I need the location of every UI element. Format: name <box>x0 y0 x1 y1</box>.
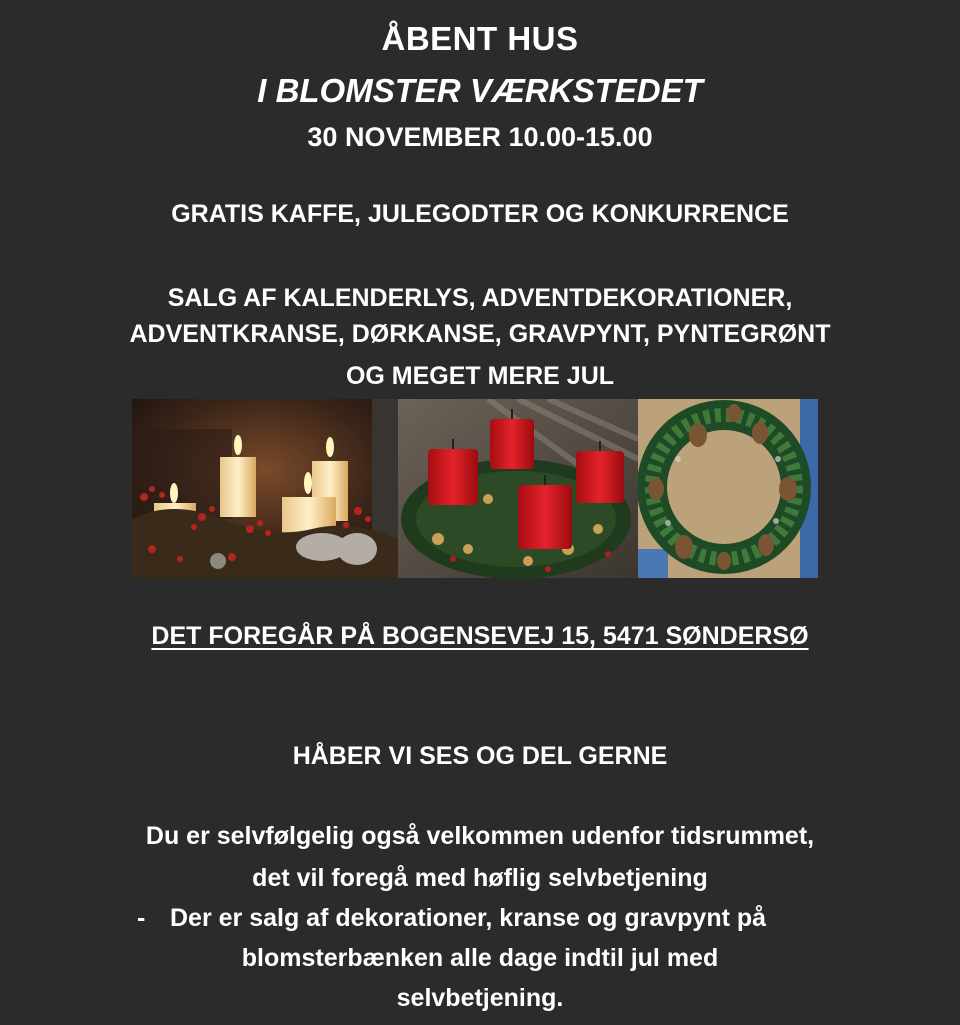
event-date: 30 NOVEMBER 10.00-15.00 <box>307 122 653 152</box>
door-wreath-photo <box>638 399 818 578</box>
candles-photo <box>132 399 398 578</box>
bullet-dash: - <box>137 904 146 932</box>
bullet-line-3: selvbetjening. <box>396 984 564 1012</box>
bullet-line-2: blomsterbænken alle dage indtil jul med <box>241 944 719 972</box>
footer-line-1: Du er selvfølgelig også velkommen udenfor tidsrummet, <box>145 822 815 850</box>
free-offer-text: GRATIS KAFFE, JULEGODTER OG KONKURRENCE <box>171 200 789 228</box>
title-flower-workshop: I BLOMSTER VÆRKSTEDET <box>257 72 703 109</box>
bullet-line-1: Der er salg af dekorationer, kranse og gravpynt på <box>170 904 767 932</box>
footer-line-2: det vil foregå med høflig selvbetjening <box>252 864 708 892</box>
photo-strip <box>132 399 818 578</box>
greeting-text: HÅBER VI SES OG DEL GERNE <box>292 742 668 770</box>
sale-line-1: SALG AF KALENDERLYS, ADVENTDEKORATIONER, <box>167 284 793 312</box>
advent-wreath-photo <box>398 399 638 578</box>
sale-line-2: ADVENTKRANSE, DØRKANSE, GRAVPYNT, PYNTEGRØNT <box>129 320 831 348</box>
title-open-house: ÅBENT HUS <box>381 20 579 57</box>
address-text: DET FOREGÅR PÅ BOGENSEVEJ 15, 5471 SØNDERSØ <box>151 622 809 650</box>
sale-line-3: OG MEGET MERE JUL <box>345 362 615 390</box>
